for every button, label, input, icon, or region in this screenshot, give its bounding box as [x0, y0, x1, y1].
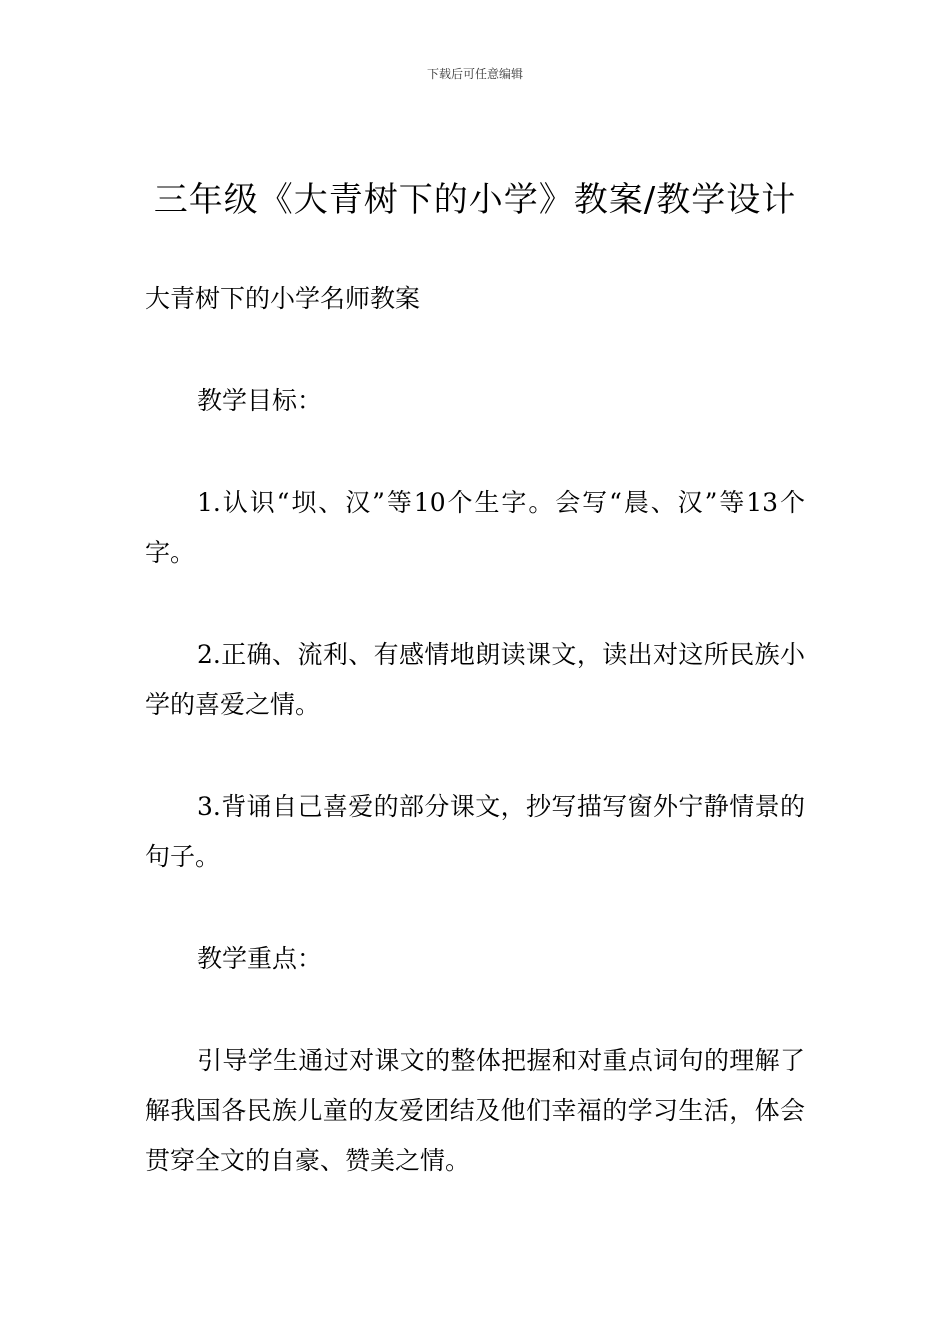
paragraph-subtitle: 大青树下的小学名师教案 [145, 284, 421, 313]
paragraph-goal-1: 1.认识“坝、汉”等10个生字。会写“晨、汉”等13个字。 [145, 488, 805, 567]
paragraph-goal-2: 2.正确、流利、有感情地朗读课文，读出对这所民族小学的喜爱之情。 [145, 640, 805, 719]
paragraph-key-points-text: 引导学生通过对课文的整体把握和对重点词句的理解了解我国各民族儿童的友爱团结及他们幸福的学习生活，体会贯穿全文的自豪、赞美之情。 [145, 1046, 805, 1175]
paragraph-teaching-goals-heading: 教学目标： [197, 386, 323, 415]
paragraph-goal-3: 3.背诵自己喜爱的部分课文，抄写描写窗外宁静情景的句子。 [145, 792, 805, 871]
paragraph-key-points-heading: 教学重点： [197, 944, 323, 973]
page-header-note: 下载后可任意编辑 [426, 67, 523, 81]
document-title: 三年级《大青树下的小学》教案/教学设计 [153, 180, 797, 220]
document-body [145, 274, 805, 1238]
